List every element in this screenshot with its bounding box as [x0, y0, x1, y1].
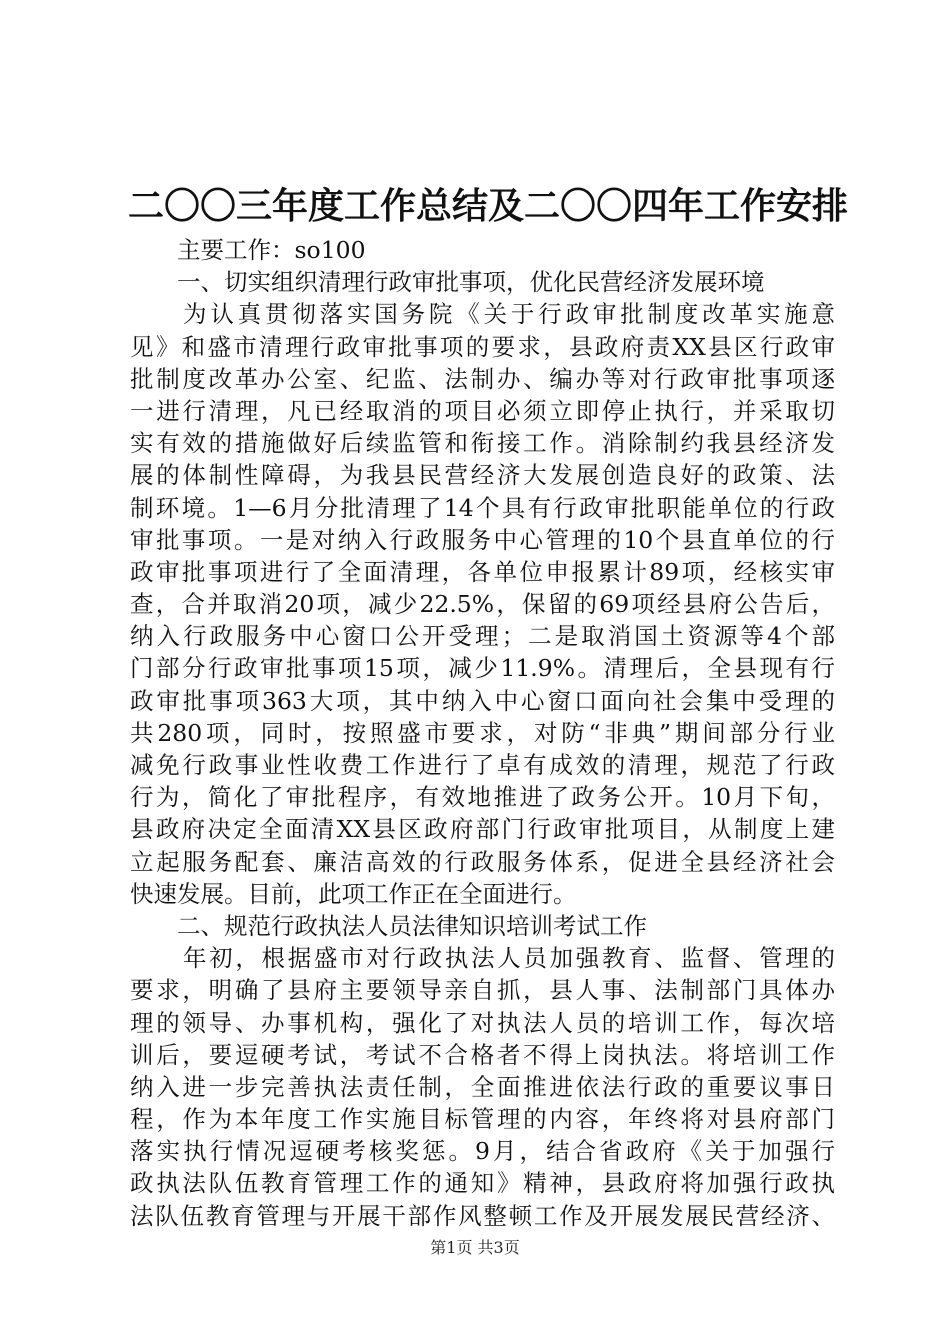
text-line: 审批事项。一是对纳入行政服务中心管理的10个县直单位的行: [130, 525, 835, 554]
text-line: 批制度改革办公室、纪监、法制办、编办等对行政审批事项逐: [130, 364, 835, 393]
text-line: 程，作为本年度工作实施目标管理的内容，年终将对县府部门: [130, 1105, 835, 1134]
text-line: 法队伍教育管理与开展干部作风整顿工作及开展发展民营经济、: [130, 1201, 835, 1230]
text-line: 要求，明确了县府主要领导亲自抓，县人事、法制部门具体办: [130, 976, 835, 1005]
document-body: [130, 234, 835, 1232]
text-line-main-work: 主要工作：so100: [177, 236, 366, 264]
section-heading-1: 一、切实组织清理行政审批事项，优化民营经济发展环境: [177, 268, 765, 297]
text-line: 县政府决定全面清XX县区政府部门行政审批项目，从制度上建: [130, 815, 835, 844]
text-line: 减免行政事业性收费工作进行了卓有成效的清理，规范了行政: [130, 751, 835, 779]
text-line: 一进行清理，凡已经取消的项目必须立即停止执行，并采取切: [130, 396, 835, 425]
text-line: 立起服务配套、廉洁高效的行政服务体系，促进全县经济社会: [130, 847, 835, 876]
text-line: 门部分行政审批事项15项，减少11.9%。清理后，全县现有行: [130, 654, 835, 683]
text-line: 实有效的措施做好后续监管和衔接工作。消除制约我县经济发: [130, 429, 835, 458]
text-line: 训后，要逗硬考试，考试不合格者不得上岗执法。将培训工作: [130, 1040, 835, 1069]
section-heading-2: 二、规范行政执法人员法律知识培训考试工作: [177, 911, 647, 940]
text-line: 政审批事项进行了全面清理，各单位申报累计89项，经核实审: [130, 557, 835, 586]
text-line: 制环境。1—6月分批清理了14个具有行政审批职能单位的行政: [130, 493, 835, 522]
text-line: 展的体制性障碍，为我县民营经济大发展创造良好的政策、法: [130, 461, 835, 490]
text-line: 落实执行情况逗硬考核奖惩。9月，结合省政府《关于加强行: [130, 1137, 835, 1166]
text-line: 年初，根据盛市对行政执法人员加强教育、监督、管理的: [183, 944, 835, 973]
text-line: 查，合并取消20项，减少22.5%，保留的69项经县府公告后，: [130, 590, 835, 619]
text-line: 为认真贯彻落实国务院《关于行政审批制度改革实施意: [183, 300, 835, 329]
text-line: 见》和盛市清理行政审批事项的要求，县政府责XX县区行政审: [130, 332, 835, 361]
text-line: 共280项，同时，按照盛市要求，对防“非典”期间部分行业: [130, 718, 835, 747]
text-line: 快速发展。目前，此项工作正在全面进行。: [130, 879, 577, 908]
document-title: 二〇〇三年度工作总结及二〇〇四年工作安排: [128, 185, 849, 227]
text-line: 纳入行政服务中心窗口公开受理；二是取消国土资源等4个部: [130, 622, 835, 651]
text-line: 行为，简化了审批程序，有效地推进了政务公开。10月下旬，: [130, 783, 835, 812]
text-line: 纳入进一步完善执法责任制，全面推进依法行政的重要议事日: [130, 1072, 835, 1101]
text-line: 政执法队伍教育管理工作的通知》精神，县政府将加强行政执: [130, 1169, 835, 1198]
text-line: 政审批事项363大项，其中纳入中心窗口面向社会集中受理的: [130, 686, 835, 715]
page-number: 第1页 共3页: [430, 1238, 520, 1257]
text-line: 理的领导、办事机构，强化了对执法人员的培训工作，每次培: [130, 1008, 835, 1037]
